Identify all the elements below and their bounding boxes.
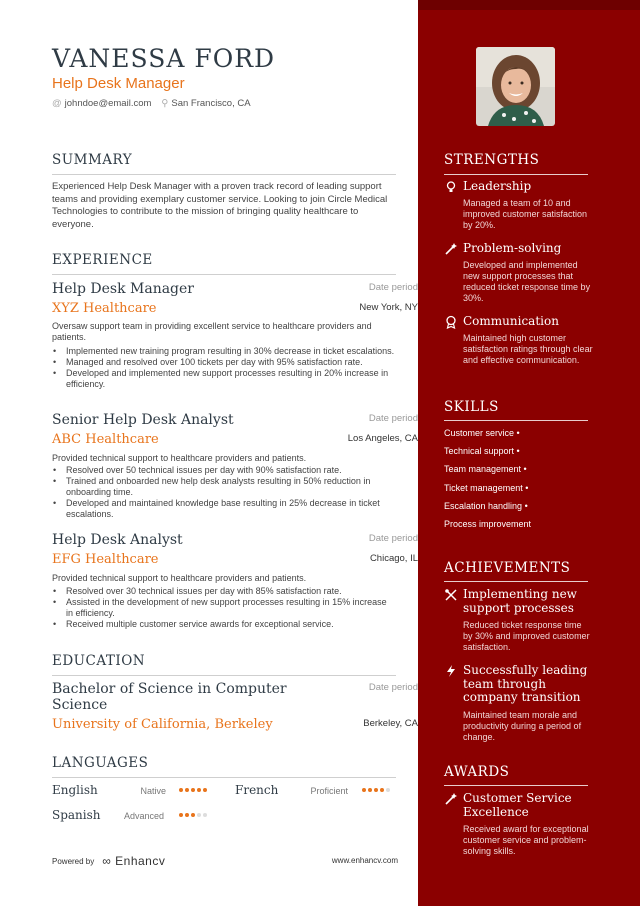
infinity-icon: ∞	[102, 854, 112, 868]
skills-divider	[444, 420, 588, 421]
award-description: Received award for exceptional customer service and problem-solving skills.	[463, 824, 589, 856]
strength-description: Developed and implemented new support processes that reduced ticket response time by 30%.	[463, 260, 591, 303]
summary-text: Experienced Help Desk Manager with a proven track record of leading support teams and providing exemplary customer service. Looking to join Circle Medical Technologies to contribute to the mission of bringing quality healthcare to everyone.	[52, 181, 388, 230]
at-icon: @	[52, 98, 62, 109]
strength-title: Leadership	[463, 179, 532, 193]
job-bullet: • Managed and resolved over 100 tickets per day with 95% satisfaction rate.	[52, 357, 396, 368]
footer-url[interactable]: www.enhancv.com	[331, 856, 398, 865]
skill-label: Ticket management	[444, 483, 523, 493]
job-bullet: • Implemented new training program resulting in 30% decrease in ticket escalations.	[52, 346, 396, 357]
job-bullets	[52, 346, 396, 390]
rating-dot-filled	[191, 813, 195, 817]
job-description: Provided technical support to healthcare providers and patients.	[52, 573, 307, 583]
skill-item: Escalation handling •	[444, 501, 528, 511]
rating-dot-filled	[179, 788, 183, 792]
rating-dot-filled	[191, 788, 195, 792]
job-date: Date period	[368, 413, 418, 424]
job-location: Los Angeles, CA	[347, 433, 418, 444]
rating-dot-filled	[179, 813, 183, 817]
job-location: New York, NY	[359, 302, 418, 313]
language-name: Spanish	[52, 808, 101, 822]
rating-dot-filled	[374, 788, 378, 792]
profile-photo	[476, 47, 555, 126]
achievements-divider	[444, 581, 588, 582]
job-bullets	[52, 465, 396, 520]
languages-title: LANGUAGES	[52, 755, 149, 771]
email-text: johndoe@email.com	[64, 98, 152, 109]
job-title: Senior Help Desk Analyst	[52, 412, 234, 428]
language-level: Proficient	[310, 786, 348, 796]
achievement-title: Successfully leading team through company transition	[463, 663, 588, 704]
language-name: English	[52, 783, 98, 797]
location-text: San Francisco, CA	[171, 98, 251, 109]
rating-dot-empty	[386, 788, 390, 792]
skill-item: Customer service •	[444, 428, 520, 438]
skill-label: Technical support	[444, 446, 515, 456]
summary-title: SUMMARY	[52, 152, 133, 168]
job-company: XYZ Healthcare	[52, 301, 157, 316]
rating-dot-filled	[185, 813, 189, 817]
skill-item: Technical support •	[444, 446, 520, 456]
sidebar-top-band	[418, 0, 640, 10]
rating-dot-filled	[368, 788, 372, 792]
experience-divider	[52, 274, 396, 275]
skill-label: Escalation handling	[444, 501, 523, 511]
strengths-title: STRENGTHS	[444, 152, 540, 168]
job-bullets	[52, 586, 396, 630]
rating-dot-filled	[362, 788, 366, 792]
enhancv-logo[interactable]	[102, 854, 165, 868]
skill-label: Team management	[444, 464, 522, 474]
job-description: Provided technical support to healthcare providers and patients.	[52, 453, 307, 463]
lightbulb-icon	[444, 180, 458, 194]
education-divider	[52, 675, 396, 676]
awards-divider	[444, 785, 588, 786]
magic-wand-icon	[444, 792, 458, 806]
footer-branding	[52, 854, 165, 868]
email-contact[interactable]	[52, 98, 151, 109]
job-bullet: • Resolved over 50 technical issues per day with 90% satisfaction rate.	[52, 465, 396, 476]
skill-label: Process improvement	[444, 519, 532, 529]
location-contact	[161, 98, 250, 109]
achievements-title: ACHIEVEMENTS	[444, 560, 571, 576]
education-title: EDUCATION	[52, 653, 146, 669]
award-title: Customer Service Excellence	[463, 791, 572, 819]
rating-dot-filled	[185, 788, 189, 792]
education-degree: Bachelor of Science in Computer Science	[52, 681, 287, 713]
strength-description: Maintained high customer satisfaction ratings through clear and effective communication.	[463, 333, 593, 365]
language-level: Advanced	[123, 811, 164, 821]
location-pin-icon: ⚲	[161, 98, 169, 109]
skills-title: SKILLS	[444, 399, 499, 415]
language-name: French	[235, 783, 279, 797]
job-title: Help Desk Manager	[52, 281, 194, 297]
language-rating	[179, 813, 207, 817]
job-bullet: • Resolved over 30 technical issues per day with 85% satisfaction rate.	[52, 586, 396, 597]
rating-dot-empty	[197, 813, 201, 817]
job-company: EFG Healthcare	[52, 552, 159, 567]
education-date: Date period	[368, 682, 418, 693]
job-title: Help Desk Analyst	[52, 532, 183, 548]
awards-title: AWARDS	[444, 764, 510, 780]
strength-title: Problem-solving	[463, 241, 562, 255]
magic-wand-icon	[444, 242, 458, 256]
medal-icon	[444, 315, 458, 329]
job-date: Date period	[368, 533, 418, 544]
language-rating	[179, 788, 207, 792]
contact-row	[52, 98, 251, 109]
profile-photo-image	[476, 47, 555, 126]
achievement-description: Maintained team morale and productivity during a period of change.	[463, 710, 582, 742]
achievement-title: Implementing new support processes	[463, 587, 577, 615]
tools-icon	[444, 588, 458, 602]
job-bullet: • Trained and onboarded new help desk analysts resulting in 50% reduction in onboarding time.	[52, 476, 396, 498]
candidate-name: VANESSA FORD	[52, 44, 276, 73]
strength-title: Communication	[463, 314, 559, 328]
language-rating	[362, 788, 390, 792]
job-location: Chicago, IL	[369, 553, 418, 564]
job-company: ABC Healthcare	[52, 432, 159, 447]
education-location: Berkeley, CA	[363, 718, 418, 729]
rating-dot-empty	[203, 813, 207, 817]
rating-dot-filled	[197, 788, 201, 792]
skill-item: Ticket management •	[444, 483, 529, 493]
job-bullet: • Received multiple customer service awards for exceptional service.	[52, 619, 396, 630]
rating-dot-filled	[203, 788, 207, 792]
experience-title: EXPERIENCE	[52, 252, 153, 268]
job-bullet: • Developed and maintained knowledge base resulting in 25% decrease in ticket escalations.	[52, 498, 396, 520]
education-school: University of California, Berkeley	[52, 717, 273, 732]
job-bullet: • Developed and implemented new support processes resulting in 20% increase in efficiency.	[52, 368, 396, 390]
lightning-icon	[444, 664, 458, 678]
candidate-role: Help Desk Manager	[52, 75, 185, 92]
rating-dot-filled	[380, 788, 384, 792]
job-date: Date period	[368, 282, 418, 293]
summary-divider	[52, 174, 396, 175]
powered-by-text: Powered by	[52, 856, 95, 866]
languages-divider	[52, 777, 396, 778]
job-description: Oversaw support team in providing excellent service to healthcare providers and patients.	[52, 321, 372, 342]
job-bullet: • Assisted in the development of new support processes resulting in 15% increase in efficiency.	[52, 597, 396, 619]
skill-item: Team management •	[444, 464, 527, 474]
brand-name: Enhancv	[115, 854, 166, 868]
strength-description: Managed a team of 10 and improved customer satisfaction by 20%.	[463, 198, 588, 230]
skill-label: Customer service	[444, 428, 515, 438]
language-level: Native	[140, 786, 166, 796]
strengths-divider	[444, 174, 588, 175]
skill-item	[444, 519, 531, 529]
achievement-description: Reduced ticket response time by 30% and improved customer satisfaction.	[463, 620, 590, 652]
